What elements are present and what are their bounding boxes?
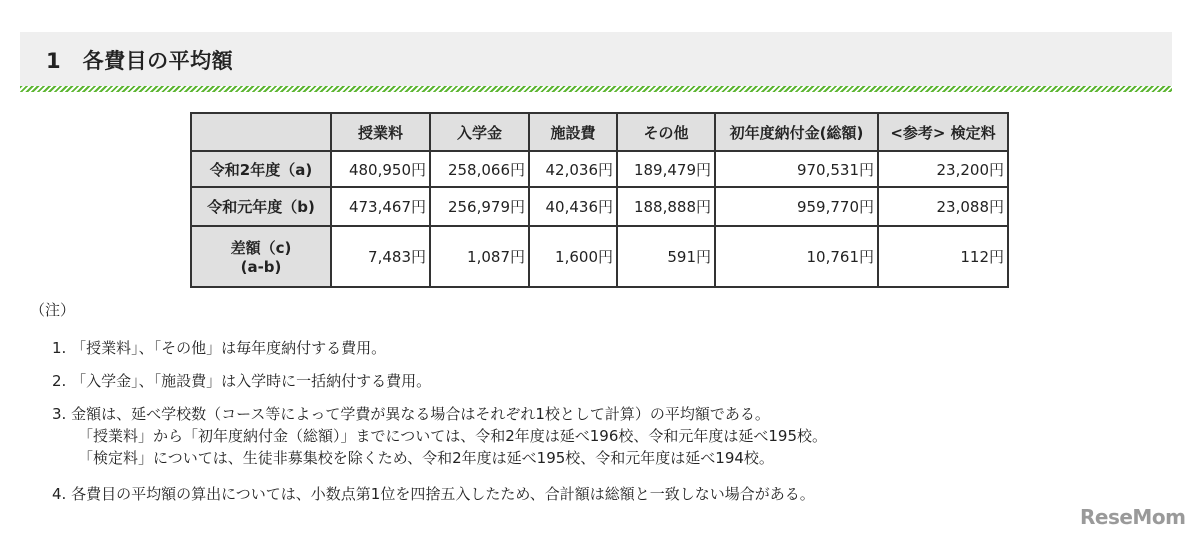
note-item bbox=[52, 403, 827, 469]
fee-table bbox=[190, 112, 1009, 288]
note-item bbox=[52, 483, 815, 505]
table-cell: 480,950円 bbox=[331, 151, 430, 187]
table-row bbox=[191, 187, 1008, 226]
section-header bbox=[20, 32, 1172, 88]
note-line: 4. 各費目の平均額の算出については、小数点第1位を四捨五入したため、合計額は総額と一致しない場合がある。 bbox=[52, 485, 815, 503]
row-label-subtext: (a-b) bbox=[240, 258, 282, 276]
row-label-text: 令和元年度（b) bbox=[207, 198, 315, 216]
note-line: 「授業料」から「初年度納付金（総額）」までについては、令和2年度は延べ196校、令和元年度は延べ195校。 bbox=[78, 427, 828, 445]
header-exam-fee: <参考> 検定料 bbox=[878, 113, 1008, 151]
table-cell: 1,087円 bbox=[430, 226, 529, 287]
table-cell: 42,036円 bbox=[529, 151, 617, 187]
row-label-text: 差額（c) bbox=[230, 239, 292, 257]
table-row bbox=[191, 151, 1008, 187]
table-cell: 970,531円 bbox=[715, 151, 878, 187]
resemom-watermark-logo: ReseMom bbox=[1080, 505, 1186, 529]
section-title: 1 各費目の平均額 bbox=[46, 49, 234, 73]
table-cell: 1,600円 bbox=[529, 226, 617, 287]
row-label-text: 令和2年度（a) bbox=[209, 160, 313, 179]
header-facility: 施設費 bbox=[529, 113, 617, 151]
note-line: 「検定料」については、生徒非募集校を除くため、令和2年度は延べ195校、令和元年度は延べ194校。 bbox=[78, 449, 774, 467]
note-line: 3. 金額は、延べ学校数（コース等によって学費が異なる場合はそれぞれ1校として計算）の平均額である。 bbox=[52, 405, 770, 423]
header-first-year-total: 初年度納付金(総額) bbox=[715, 113, 878, 151]
table-cell: 23,200円 bbox=[878, 151, 1008, 187]
table-cell: 256,979円 bbox=[430, 187, 529, 226]
header-admission: 入学金 bbox=[430, 113, 529, 151]
note-item bbox=[52, 337, 386, 359]
table-cell: 591円 bbox=[617, 226, 715, 287]
table-cell: 23,088円 bbox=[878, 187, 1008, 226]
note-line: 2. 「入学金」、「施設費」は入学時に一括納付する費用。 bbox=[52, 372, 432, 390]
table-cell: 188,888円 bbox=[617, 187, 715, 226]
table-cell: 473,467円 bbox=[331, 187, 430, 226]
table-cell: 959,770円 bbox=[715, 187, 878, 226]
table-cell: 189,479円 bbox=[617, 151, 715, 187]
table-header-row bbox=[191, 113, 1008, 151]
header-corner bbox=[191, 113, 331, 151]
green-striped-divider bbox=[20, 86, 1172, 92]
row-label bbox=[191, 151, 331, 187]
table-cell: 40,436円 bbox=[529, 187, 617, 226]
table-cell: 7,483円 bbox=[331, 226, 430, 287]
header-tuition: 授業料 bbox=[331, 113, 430, 151]
note-item bbox=[52, 370, 431, 392]
table-row bbox=[191, 226, 1008, 287]
notes-heading: （注） bbox=[30, 301, 76, 319]
row-label bbox=[191, 187, 331, 226]
header-other: その他 bbox=[617, 113, 715, 151]
table-cell: 10,761円 bbox=[715, 226, 878, 287]
table-cell: 112円 bbox=[878, 226, 1008, 287]
row-label bbox=[191, 226, 331, 287]
note-line: 1. 「授業料」、「その他」は毎年度納付する費用。 bbox=[52, 339, 387, 357]
table-cell: 258,066円 bbox=[430, 151, 529, 187]
